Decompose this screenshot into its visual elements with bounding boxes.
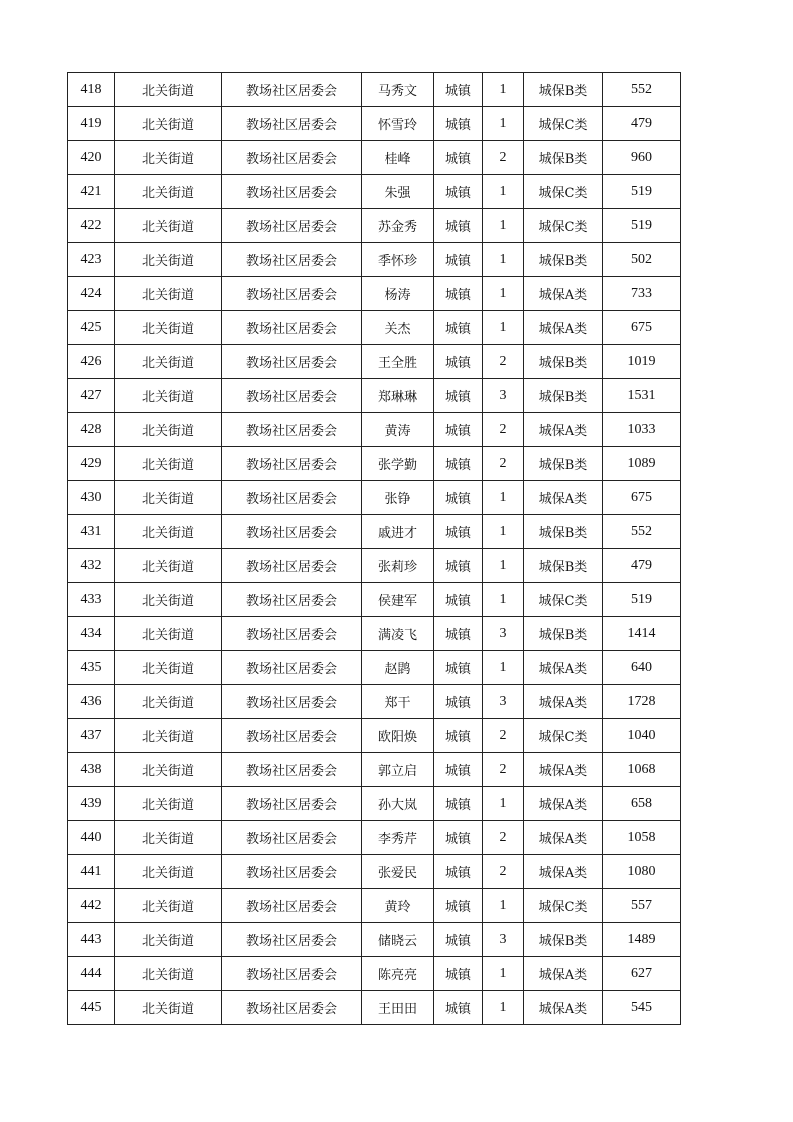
household-type-cell: 城镇	[434, 311, 483, 345]
community-cell: 教场社区居委会	[222, 345, 362, 379]
member-count-cell: 1	[483, 787, 524, 821]
table-row	[68, 515, 681, 549]
row-number-cell: 424	[68, 277, 115, 311]
member-count-cell: 1	[483, 549, 524, 583]
amount-cell: 479	[603, 549, 681, 583]
category-cell: 城保C类	[524, 209, 603, 243]
category-cell: 城保A类	[524, 481, 603, 515]
table-row	[68, 141, 681, 175]
name-cell: 朱强	[362, 175, 434, 209]
category-cell: 城保C类	[524, 889, 603, 923]
member-count-cell: 2	[483, 753, 524, 787]
street-cell: 北关街道	[115, 311, 222, 345]
amount-cell: 545	[603, 991, 681, 1025]
row-number-cell: 421	[68, 175, 115, 209]
row-number-cell: 439	[68, 787, 115, 821]
street-cell: 北关街道	[115, 957, 222, 991]
row-number-cell: 433	[68, 583, 115, 617]
household-type-cell: 城镇	[434, 651, 483, 685]
household-type-cell: 城镇	[434, 855, 483, 889]
row-number-cell: 429	[68, 447, 115, 481]
household-type-cell: 城镇	[434, 447, 483, 481]
category-cell: 城保A类	[524, 413, 603, 447]
street-cell: 北关街道	[115, 991, 222, 1025]
community-cell: 教场社区居委会	[222, 209, 362, 243]
household-type-cell: 城镇	[434, 923, 483, 957]
name-cell: 郭立启	[362, 753, 434, 787]
member-count-cell: 1	[483, 991, 524, 1025]
row-number-cell: 438	[68, 753, 115, 787]
row-number-cell: 425	[68, 311, 115, 345]
community-cell: 教场社区居委会	[222, 685, 362, 719]
name-cell: 郑干	[362, 685, 434, 719]
name-cell: 黄涛	[362, 413, 434, 447]
street-cell: 北关街道	[115, 889, 222, 923]
member-count-cell: 2	[483, 719, 524, 753]
street-cell: 北关街道	[115, 549, 222, 583]
amount-cell: 960	[603, 141, 681, 175]
table-row	[68, 753, 681, 787]
street-cell: 北关街道	[115, 685, 222, 719]
name-cell: 储晓云	[362, 923, 434, 957]
row-number-cell: 422	[68, 209, 115, 243]
name-cell: 张爱民	[362, 855, 434, 889]
household-type-cell: 城镇	[434, 141, 483, 175]
table-row	[68, 73, 681, 107]
table-row	[68, 685, 681, 719]
community-cell: 教场社区居委会	[222, 141, 362, 175]
street-cell: 北关街道	[115, 107, 222, 141]
table-row	[68, 549, 681, 583]
amount-cell: 675	[603, 481, 681, 515]
name-cell: 桂峰	[362, 141, 434, 175]
category-cell: 城保C类	[524, 175, 603, 209]
table-row	[68, 787, 681, 821]
street-cell: 北关街道	[115, 73, 222, 107]
member-count-cell: 1	[483, 277, 524, 311]
household-type-cell: 城镇	[434, 991, 483, 1025]
community-cell: 教场社区居委会	[222, 243, 362, 277]
street-cell: 北关街道	[115, 481, 222, 515]
amount-cell: 502	[603, 243, 681, 277]
household-type-cell: 城镇	[434, 583, 483, 617]
row-number-cell: 444	[68, 957, 115, 991]
category-cell: 城保B类	[524, 379, 603, 413]
household-type-cell: 城镇	[434, 73, 483, 107]
row-number-cell: 435	[68, 651, 115, 685]
row-number-cell: 437	[68, 719, 115, 753]
table-row	[68, 243, 681, 277]
household-type-cell: 城镇	[434, 957, 483, 991]
name-cell: 张铮	[362, 481, 434, 515]
amount-cell: 519	[603, 175, 681, 209]
street-cell: 北关街道	[115, 515, 222, 549]
community-cell: 教场社区居委会	[222, 753, 362, 787]
row-number-cell: 442	[68, 889, 115, 923]
community-cell: 教场社区居委会	[222, 311, 362, 345]
amount-cell: 1531	[603, 379, 681, 413]
table-body	[68, 73, 681, 1025]
household-type-cell: 城镇	[434, 209, 483, 243]
name-cell: 苏金秀	[362, 209, 434, 243]
category-cell: 城保A类	[524, 821, 603, 855]
street-cell: 北关街道	[115, 413, 222, 447]
street-cell: 北关街道	[115, 175, 222, 209]
row-number-cell: 423	[68, 243, 115, 277]
category-cell: 城保B类	[524, 345, 603, 379]
member-count-cell: 2	[483, 141, 524, 175]
amount-cell: 1080	[603, 855, 681, 889]
category-cell: 城保B类	[524, 923, 603, 957]
community-cell: 教场社区居委会	[222, 447, 362, 481]
row-number-cell: 436	[68, 685, 115, 719]
street-cell: 北关街道	[115, 787, 222, 821]
table-row	[68, 209, 681, 243]
amount-cell: 1089	[603, 447, 681, 481]
table-row	[68, 413, 681, 447]
table-row	[68, 651, 681, 685]
community-cell: 教场社区居委会	[222, 923, 362, 957]
category-cell: 城保B类	[524, 549, 603, 583]
category-cell: 城保A类	[524, 651, 603, 685]
household-type-cell: 城镇	[434, 515, 483, 549]
name-cell: 欧阳焕	[362, 719, 434, 753]
category-cell: 城保B类	[524, 73, 603, 107]
amount-cell: 557	[603, 889, 681, 923]
street-cell: 北关街道	[115, 447, 222, 481]
household-type-cell: 城镇	[434, 889, 483, 923]
name-cell: 郑琳琳	[362, 379, 434, 413]
category-cell: 城保C类	[524, 719, 603, 753]
amount-cell: 1728	[603, 685, 681, 719]
category-cell: 城保B类	[524, 617, 603, 651]
community-cell: 教场社区居委会	[222, 413, 362, 447]
row-number-cell: 430	[68, 481, 115, 515]
household-type-cell: 城镇	[434, 413, 483, 447]
amount-cell: 1019	[603, 345, 681, 379]
row-number-cell: 419	[68, 107, 115, 141]
community-cell: 教场社区居委会	[222, 991, 362, 1025]
category-cell: 城保B类	[524, 141, 603, 175]
row-number-cell: 432	[68, 549, 115, 583]
name-cell: 王全胜	[362, 345, 434, 379]
community-cell: 教场社区居委会	[222, 73, 362, 107]
row-number-cell: 427	[68, 379, 115, 413]
member-count-cell: 3	[483, 617, 524, 651]
community-cell: 教场社区居委会	[222, 549, 362, 583]
household-type-cell: 城镇	[434, 175, 483, 209]
amount-cell: 675	[603, 311, 681, 345]
amount-cell: 1068	[603, 753, 681, 787]
member-count-cell: 1	[483, 515, 524, 549]
street-cell: 北关街道	[115, 209, 222, 243]
name-cell: 张学勤	[362, 447, 434, 481]
community-cell: 教场社区居委会	[222, 617, 362, 651]
member-count-cell: 3	[483, 685, 524, 719]
community-cell: 教场社区居委会	[222, 719, 362, 753]
table-row	[68, 821, 681, 855]
table-row	[68, 447, 681, 481]
category-cell: 城保A类	[524, 685, 603, 719]
community-cell: 教场社区居委会	[222, 957, 362, 991]
name-cell: 黄玲	[362, 889, 434, 923]
member-count-cell: 3	[483, 379, 524, 413]
community-cell: 教场社区居委会	[222, 515, 362, 549]
household-type-cell: 城镇	[434, 719, 483, 753]
street-cell: 北关街道	[115, 855, 222, 889]
amount-cell: 1489	[603, 923, 681, 957]
street-cell: 北关街道	[115, 243, 222, 277]
amount-cell: 1414	[603, 617, 681, 651]
name-cell: 怀雪玲	[362, 107, 434, 141]
household-type-cell: 城镇	[434, 243, 483, 277]
community-cell: 教场社区居委会	[222, 175, 362, 209]
member-count-cell: 1	[483, 957, 524, 991]
member-count-cell: 1	[483, 73, 524, 107]
street-cell: 北关街道	[115, 345, 222, 379]
row-number-cell: 418	[68, 73, 115, 107]
street-cell: 北关街道	[115, 379, 222, 413]
member-count-cell: 2	[483, 855, 524, 889]
name-cell: 李秀芹	[362, 821, 434, 855]
category-cell: 城保A类	[524, 311, 603, 345]
member-count-cell: 1	[483, 243, 524, 277]
household-type-cell: 城镇	[434, 481, 483, 515]
table-row	[68, 957, 681, 991]
name-cell: 赵鹍	[362, 651, 434, 685]
name-cell: 季怀珍	[362, 243, 434, 277]
street-cell: 北关街道	[115, 753, 222, 787]
table-row	[68, 175, 681, 209]
row-number-cell: 445	[68, 991, 115, 1025]
member-count-cell: 1	[483, 583, 524, 617]
name-cell: 陈亮亮	[362, 957, 434, 991]
category-cell: 城保A类	[524, 957, 603, 991]
amount-cell: 640	[603, 651, 681, 685]
name-cell: 侯建军	[362, 583, 434, 617]
street-cell: 北关街道	[115, 141, 222, 175]
category-cell: 城保C类	[524, 107, 603, 141]
name-cell: 马秀文	[362, 73, 434, 107]
amount-cell: 627	[603, 957, 681, 991]
category-cell: 城保B类	[524, 447, 603, 481]
community-cell: 教场社区居委会	[222, 277, 362, 311]
community-cell: 教场社区居委会	[222, 889, 362, 923]
member-count-cell: 2	[483, 821, 524, 855]
category-cell: 城保A类	[524, 753, 603, 787]
row-number-cell: 428	[68, 413, 115, 447]
household-type-cell: 城镇	[434, 685, 483, 719]
member-count-cell: 1	[483, 311, 524, 345]
community-cell: 教场社区居委会	[222, 855, 362, 889]
category-cell: 城保A类	[524, 787, 603, 821]
row-number-cell: 426	[68, 345, 115, 379]
category-cell: 城保A类	[524, 277, 603, 311]
community-cell: 教场社区居委会	[222, 583, 362, 617]
category-cell: 城保B类	[524, 243, 603, 277]
member-count-cell: 1	[483, 651, 524, 685]
table-row	[68, 107, 681, 141]
row-number-cell: 434	[68, 617, 115, 651]
row-number-cell: 441	[68, 855, 115, 889]
name-cell: 张莉珍	[362, 549, 434, 583]
table-row	[68, 311, 681, 345]
household-type-cell: 城镇	[434, 379, 483, 413]
table-row	[68, 583, 681, 617]
street-cell: 北关街道	[115, 651, 222, 685]
member-count-cell: 1	[483, 107, 524, 141]
row-number-cell: 440	[68, 821, 115, 855]
amount-cell: 552	[603, 73, 681, 107]
category-cell: 城保B类	[524, 515, 603, 549]
amount-cell: 519	[603, 583, 681, 617]
member-count-cell: 2	[483, 345, 524, 379]
street-cell: 北关街道	[115, 719, 222, 753]
member-count-cell: 2	[483, 447, 524, 481]
name-cell: 杨涛	[362, 277, 434, 311]
amount-cell: 733	[603, 277, 681, 311]
table-row	[68, 889, 681, 923]
name-cell: 满凌飞	[362, 617, 434, 651]
amount-cell: 1040	[603, 719, 681, 753]
household-type-cell: 城镇	[434, 549, 483, 583]
table-row	[68, 617, 681, 651]
table-row	[68, 719, 681, 753]
row-number-cell: 431	[68, 515, 115, 549]
community-cell: 教场社区居委会	[222, 481, 362, 515]
table-row	[68, 345, 681, 379]
amount-cell: 1058	[603, 821, 681, 855]
community-cell: 教场社区居委会	[222, 107, 362, 141]
table-row	[68, 991, 681, 1025]
member-count-cell: 3	[483, 923, 524, 957]
household-type-cell: 城镇	[434, 821, 483, 855]
member-count-cell: 2	[483, 413, 524, 447]
street-cell: 北关街道	[115, 821, 222, 855]
household-type-cell: 城镇	[434, 617, 483, 651]
member-count-cell: 1	[483, 209, 524, 243]
household-type-cell: 城镇	[434, 753, 483, 787]
street-cell: 北关街道	[115, 617, 222, 651]
name-cell: 王田田	[362, 991, 434, 1025]
name-cell: 孙大岚	[362, 787, 434, 821]
member-count-cell: 1	[483, 481, 524, 515]
amount-cell: 552	[603, 515, 681, 549]
category-cell: 城保A类	[524, 855, 603, 889]
community-cell: 教场社区居委会	[222, 821, 362, 855]
category-cell: 城保A类	[524, 991, 603, 1025]
community-cell: 教场社区居委会	[222, 651, 362, 685]
member-count-cell: 1	[483, 175, 524, 209]
household-type-cell: 城镇	[434, 107, 483, 141]
data-table	[67, 72, 681, 1025]
community-cell: 教场社区居委会	[222, 787, 362, 821]
name-cell: 关杰	[362, 311, 434, 345]
street-cell: 北关街道	[115, 583, 222, 617]
category-cell: 城保C类	[524, 583, 603, 617]
table-row	[68, 379, 681, 413]
member-count-cell: 1	[483, 889, 524, 923]
street-cell: 北关街道	[115, 923, 222, 957]
amount-cell: 1033	[603, 413, 681, 447]
table-row	[68, 277, 681, 311]
amount-cell: 479	[603, 107, 681, 141]
table-row	[68, 481, 681, 515]
community-cell: 教场社区居委会	[222, 379, 362, 413]
table-row	[68, 855, 681, 889]
amount-cell: 658	[603, 787, 681, 821]
street-cell: 北关街道	[115, 277, 222, 311]
household-type-cell: 城镇	[434, 277, 483, 311]
name-cell: 戚进才	[362, 515, 434, 549]
household-type-cell: 城镇	[434, 787, 483, 821]
row-number-cell: 443	[68, 923, 115, 957]
row-number-cell: 420	[68, 141, 115, 175]
amount-cell: 519	[603, 209, 681, 243]
household-type-cell: 城镇	[434, 345, 483, 379]
table-row	[68, 923, 681, 957]
